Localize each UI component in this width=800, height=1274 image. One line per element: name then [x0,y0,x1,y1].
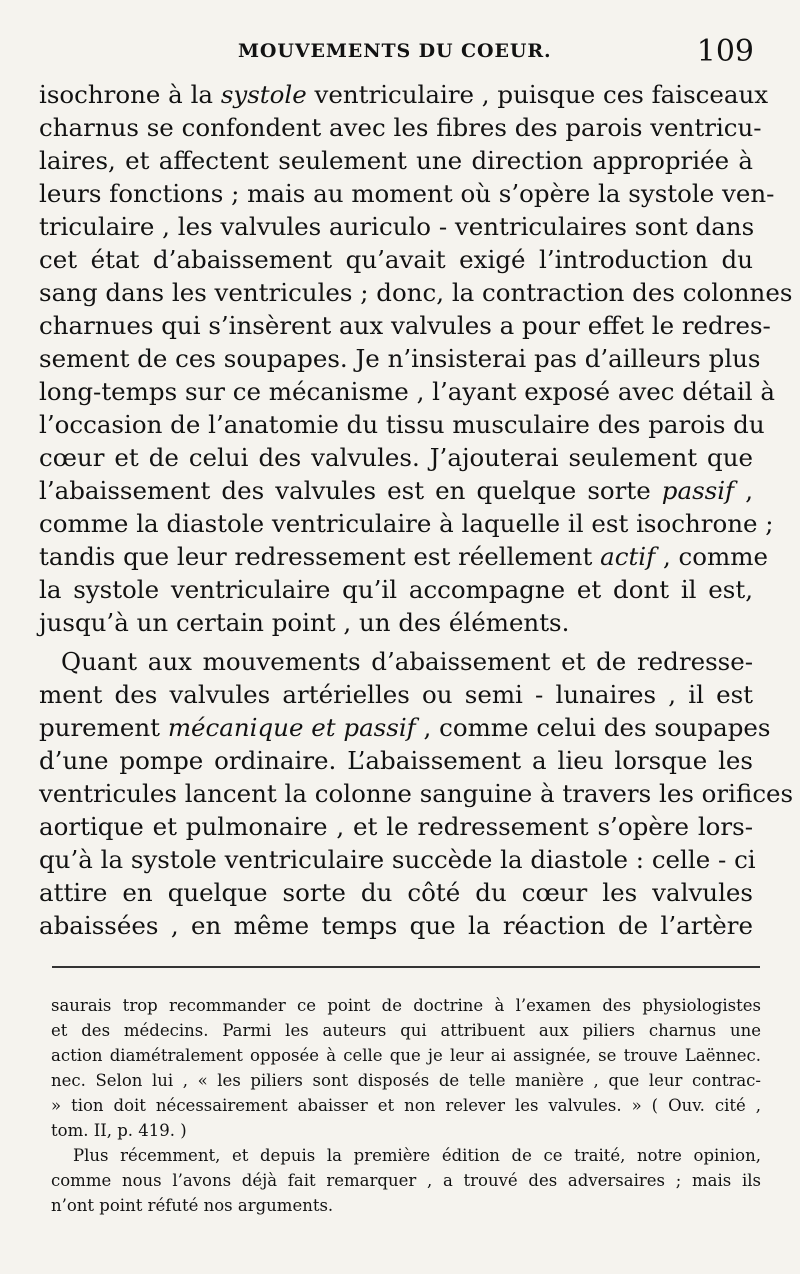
footnote-line: et des médecins. Parmi les auteurs qui attribuent aux piliers charnus une [51,1021,761,1040]
footnote-line: comme nous l’avons déjà fait remarquer , a trouvé des adversaires ; mais ils [51,1171,761,1190]
text-line: tandis que leur redressement est réellement actif , comme [39,542,768,571]
text-line: sang dans les ventricules ; donc, la contraction des colonnes [39,278,793,307]
main-text [39,78,794,942]
text-line: sement de ces soupapes. Je n’insisterai pas d’ailleurs plus [39,344,761,373]
text-line: attire en quelque sorte du côté du cœur les valvules [39,878,753,907]
footnote-line: » tion doit nécessairement abaisser et non relever les valvules. » ( Ouv. cité , [51,1096,761,1115]
text-line: charnues qui s’insèrent aux valvules a pour effet le redres- [39,311,771,340]
running-head: MOUVEMENTS DU COEUR. [238,40,552,62]
text-line: comme la diastole ventriculaire à laquelle il est isochrone ; [39,509,774,538]
text-line: triculaire , les valvules auriculo - ventriculaires sont dans [39,212,755,241]
text-line: ment des valvules artérielles ou semi - lunaires , il est [39,680,753,709]
footnote-line: nec. Selon lui , « les piliers sont disposés de telle manière , que leur contrac- [51,1071,761,1090]
text-line: l’occasion de l’anatomie du tissu musculaire des parois du [39,410,765,439]
text-line: long-temps sur ce mécanisme , l’ayant exposé avec détail à [39,377,776,406]
footnote-line: saurais trop recommander ce point de doctrine à l’examen des physiologistes [51,996,761,1015]
footnote-line: action diamétralement opposée à celle que je leur ai assignée, se trouve Laënnec. [51,1046,761,1065]
text-line: purement mécanique et passif , comme celui des soupapes [39,713,771,742]
text-line: cet état d’abaissement qu’avait exigé l’introduction du [39,245,753,274]
page-header [40,34,760,74]
text-line: charnus se confondent avec les fibres des parois ventricu- [39,113,762,142]
text-line: cœur et de celui des valvules. J’ajouterai seulement que [39,443,753,472]
text-line: aortique et pulmonaire , et le redressement s’opère lors- [39,812,753,841]
text-line: abaissées , en même temps que la réaction de l’artère [39,911,753,940]
text-line: d’une pompe ordinaire. L’abaissement a lieu lorsque les [39,746,753,775]
text-line: jusqu’à un certain point , un des éléments. [39,608,570,637]
text-line: qu’à la systole ventriculaire succède la diastole : celle - ci [39,845,756,874]
footnote-line: Plus récemment, et depuis la première édition de ce traité, notre opinion, [73,1146,761,1165]
page-number: 109 [696,34,754,69]
footnote-line: tom. II, p. 419. ) [51,1121,187,1140]
footnote-rule [52,966,760,968]
text-line: Quant aux mouvements d’abaissement et de redresse- [61,647,753,676]
text-line: leurs fonctions ; mais au moment où s’opère la systole ven- [39,179,775,208]
footnotes [51,993,761,1218]
text-line: l’abaissement des valvules est en quelque sorte passif , [39,476,753,505]
footnote-line: n’ont point réfuté nos arguments. [51,1196,334,1215]
text-line: ventricules lancent la colonne sanguine à travers les orifices [39,779,794,808]
text-line: laires, et affectent seulement une direction appropriée à [39,146,753,175]
text-line: la systole ventriculaire qu’il accompagne et dont il est, [39,575,753,604]
text-line: isochrone à la systole ventriculaire , puisque ces faisceaux [39,80,769,109]
